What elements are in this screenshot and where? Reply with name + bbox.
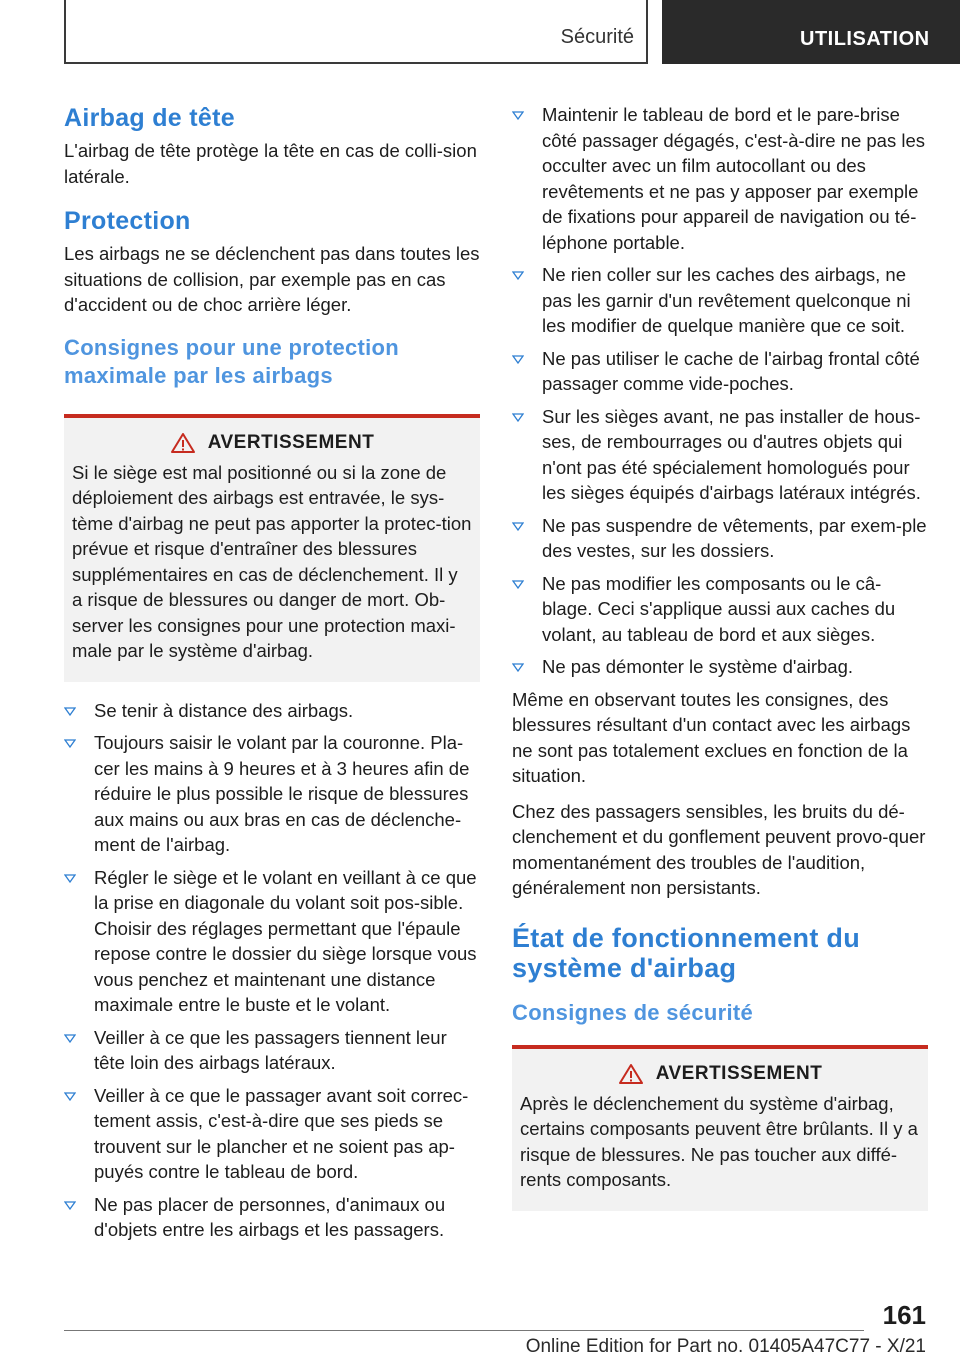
bullet-arrow-icon	[512, 663, 524, 672]
list-item	[512, 654, 928, 680]
list-item	[64, 1083, 480, 1185]
footer-divider	[64, 1330, 864, 1331]
heading-airbag-de-tete: Airbag de tête	[64, 104, 235, 132]
warning-title: AVERTISSEMENT	[655, 1062, 823, 1084]
bullet-arrow-icon	[64, 1201, 76, 1210]
footer-edition: Online Edition for Part no. 01405A47C77 - X/21	[525, 1336, 926, 1357]
bullet-arrow-icon	[512, 580, 524, 589]
bullet-arrow-icon	[512, 271, 524, 280]
warning-text: Si le siège est mal positionné ou si la zone de déploiement des airbags est entravée, le sys-tème d'airbag ne peut pas apporter la protec-tion prévue et risque d'entraîner des blessures supplémentaires en cas de déclenchement. Il y a risque de blessures ou danger de mort. Ob-server les consignes pour une protection maxi-male par le système d'airbag.	[72, 461, 472, 661]
bullet-arrow-icon	[64, 707, 76, 716]
list-item-text: Se tenir à distance des airbags.	[94, 699, 354, 721]
list-item-text: Sur les sièges avant, ne pas installer de hous-ses, de rembourrages ou d'autres objets qui n'ont pas été spécialement homologués pour les sièges équipés d'airbags latéraux intégrés.	[542, 405, 921, 503]
paragraph-airbag-de-tete: L'airbag de tête protège la tête en cas de colli-sion latérale.	[64, 140, 477, 187]
header-chapter-title: UTILISATION	[800, 28, 930, 50]
bullet-list-left	[64, 698, 480, 1243]
warning-text: Après le déclenchement du système d'airbag, certains composants peuvent être brûlants. Il y a risque de blessures. Ne pas toucher aux diffé-rents composants.	[520, 1092, 918, 1190]
list-item	[512, 571, 928, 648]
list-item	[64, 1025, 480, 1076]
header-section-title: Sécurité	[560, 26, 634, 48]
list-item-text: Veiller à ce que le passager avant soit correc-tement assis, c'est-à-dire que ses pieds se trouvent sur le plancher et ne soient pas ap-puyés contre le tableau de bord.	[94, 1084, 469, 1182]
warning-box-left	[64, 414, 480, 682]
bullet-arrow-icon	[512, 355, 524, 364]
warning-title-row	[520, 1063, 920, 1085]
paragraph-passagers-sensibles: Chez des passagers sensibles, les bruits du dé-clenchement et du gonflement peuvent provo-quer momentanément des troubles de l'audition, généralement non persistants.	[512, 800, 926, 898]
list-item-text: Ne pas utiliser le cache de l'airbag frontal côté passager comme vide-poches.	[542, 347, 920, 394]
paragraph-observant: Même en observant toutes les consignes, des blessures résultant d'un contact avec les airbags ne sont pas totalement exclues en fonction de la situation.	[512, 688, 911, 786]
list-item-text: Maintenir le tableau de bord et le pare-brise côté passager dégagés, c'est-à-dire ne pas les occulter avec un film autocollant ou des revêtements et ne pas y apposer par exemple de fixations pour appareil de navigation ou té-léphone portable.	[542, 104, 926, 253]
list-item	[512, 346, 928, 397]
list-item-text: Ne pas suspendre de vêtements, par exem-ple des vestes, sur les dossiers.	[542, 514, 927, 561]
bullet-arrow-icon	[64, 874, 76, 883]
left-column	[64, 102, 480, 1250]
list-item-text: Toujours saisir le volant par la couronne. Pla-cer les mains à 9 heures et à 3 heures afin de réduire le plus possible le risque de blessures aux mains ou aux bras en cas de déclenche-ment de l'airbag.	[94, 732, 470, 855]
list-item-text: Veiller à ce que les passagers tiennent leur tête loin des airbags latéraux.	[94, 1026, 447, 1073]
list-item	[512, 262, 928, 339]
list-item-text: Régler le siège et le volant en veillant à ce que la prise en diagonale du volant soit pos-sible. Choisir des réglages permettant que l'épaule repose contre le dossier du siège lorsque vous vous penchez et maintenant une distance maximale entre le buste et le volant.	[94, 866, 477, 1015]
bullet-arrow-icon	[64, 1034, 76, 1043]
warning-triangle-icon	[618, 1063, 644, 1085]
warning-triangle-icon	[170, 432, 196, 454]
page-number: 161	[882, 1300, 926, 1330]
bullet-arrow-icon	[64, 1092, 76, 1101]
list-item-text: Ne rien coller sur les caches des airbags, ne pas les garnir d'un revêtement quelconque ni les modifier de quelque manière que ce soit.	[542, 264, 911, 336]
warning-title: AVERTISSEMENT	[207, 431, 375, 453]
list-item	[64, 1192, 480, 1243]
bullet-list-right	[512, 102, 928, 680]
list-item-text: Ne pas placer de personnes, d'animaux ou d'objets entre les airbags et les passagers.	[94, 1193, 446, 1240]
heading-etat-fonctionnement: État de fonctionnement du système d'airbag	[512, 922, 860, 983]
warning-box-right	[512, 1045, 928, 1211]
list-item	[64, 698, 480, 724]
bullet-arrow-icon	[64, 739, 76, 748]
heading-consignes-protection: Consignes pour une protection maximale par les airbags	[64, 334, 400, 388]
warning-title-row	[72, 432, 472, 454]
list-item	[64, 730, 480, 858]
list-item	[512, 404, 928, 506]
heading-protection: Protection	[64, 207, 191, 235]
header-chapter-tab	[662, 0, 960, 64]
heading-consignes-securite: Consignes de sécurité	[512, 999, 754, 1025]
list-item	[64, 865, 480, 1018]
bullet-arrow-icon	[512, 522, 524, 531]
list-item	[512, 102, 928, 255]
list-item	[512, 513, 928, 564]
paragraph-protection: Les airbags ne se déclenchent pas dans toutes les situations de collision, par exemple pas en cas d'accident ou de choc arrière léger.	[64, 243, 480, 315]
header-section-box	[64, 0, 648, 64]
bullet-arrow-icon	[512, 413, 524, 422]
list-item-text: Ne pas démonter le système d'airbag.	[542, 656, 853, 677]
bullet-arrow-icon	[512, 111, 524, 120]
right-column	[512, 102, 928, 1227]
list-item-text: Ne pas modifier les composants ou le câ-blage. Ceci s'applique aussi aux caches du volant, au tableau de bord et aux sièges.	[542, 572, 896, 645]
